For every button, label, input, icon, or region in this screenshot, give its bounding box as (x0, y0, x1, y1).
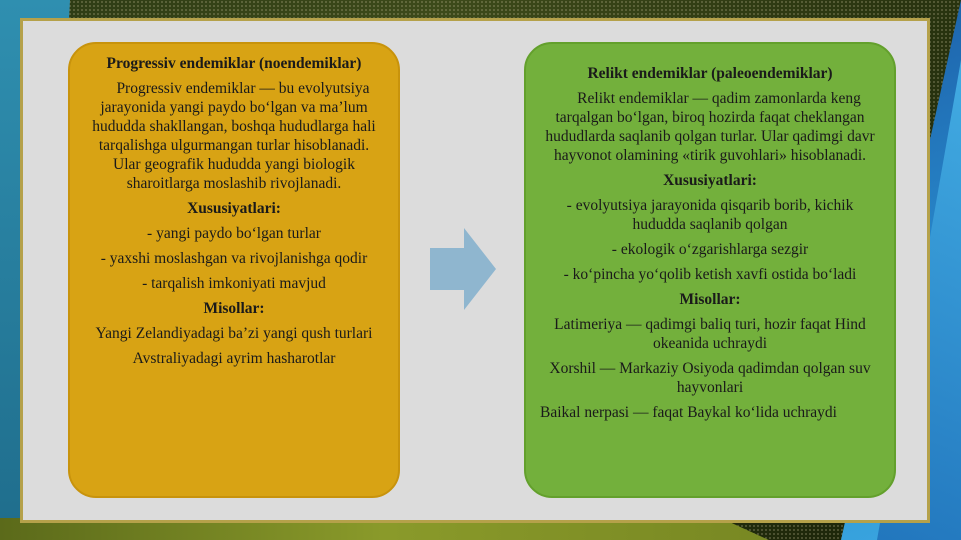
right-card-features-heading: Xususiyatlari: (663, 172, 757, 189)
progressive-endemics-card (68, 42, 400, 498)
left-feature-item: - tarqalish imkoniyati mavjud (142, 275, 326, 292)
right-feature-item: - ekologik o‘zgarishlarga sezgir (611, 241, 809, 258)
left-example-item: Avstraliyadagi ayrim hasharotlar (132, 350, 336, 367)
right-card-examples-heading: Misollar: (679, 291, 741, 308)
left-card-examples-heading: Misollar: (203, 300, 265, 317)
left-card-title: Progressiv endemiklar (noendemiklar) (106, 55, 362, 72)
left-feature-item: - yaxshi moslashgan va rivojlanishga qodir (100, 250, 368, 267)
left-card-features-heading: Xususiyatlari: (187, 200, 281, 217)
right-card-description: Relikt endemiklar — qadim zamonlarda keng tarqalgan bo‘lgan, biroq hozirda faqat cheklangan hududlarda saqlanib qolgan turlar. Ular qadimgi davr hayvonot olamining «tirik guvohlari» hisoblanadi. (545, 90, 875, 164)
left-example-item: Yangi Zelandiyadagi ba’zi yangi qush turlari (95, 325, 373, 342)
right-arrow-icon (430, 228, 496, 310)
relict-endemics-card (524, 42, 896, 498)
left-card-description: Progressiv endemiklar — bu evolyutsiya jarayonida yangi paydo bo‘lgan va ma’lum hududda shakllangan, boshqa hududlarga hali tarqalishga ulgurmangan turlar hisoblanadi. Ular geografik hududda yangi biologik sharoitlarga moslashib rivojlanadi. (92, 80, 376, 192)
left-feature-item: - yangi paydo bo‘lgan turlar (147, 225, 321, 242)
right-example-item: Latimeriya — qadimgi baliq turi, hozir faqat Hind okeanida uchraydi (554, 316, 866, 352)
right-example-item: Baikal nerpasi — faqat Baykal ko‘lida uchraydi (540, 404, 837, 421)
right-card-title: Relikt endemiklar (paleoendemiklar) (587, 65, 833, 82)
right-feature-item: - evolyutsiya jarayonida qisqarib borib, kichik hududda saqlanib qolgan (566, 197, 854, 233)
right-example-item: Xorshil — Markaziy Osiyoda qadimdan qolgan suv hayvonlari (549, 360, 871, 396)
right-feature-item: - ko‘pincha yo‘qolib ketish xavfi ostida bo‘ladi (563, 266, 857, 283)
